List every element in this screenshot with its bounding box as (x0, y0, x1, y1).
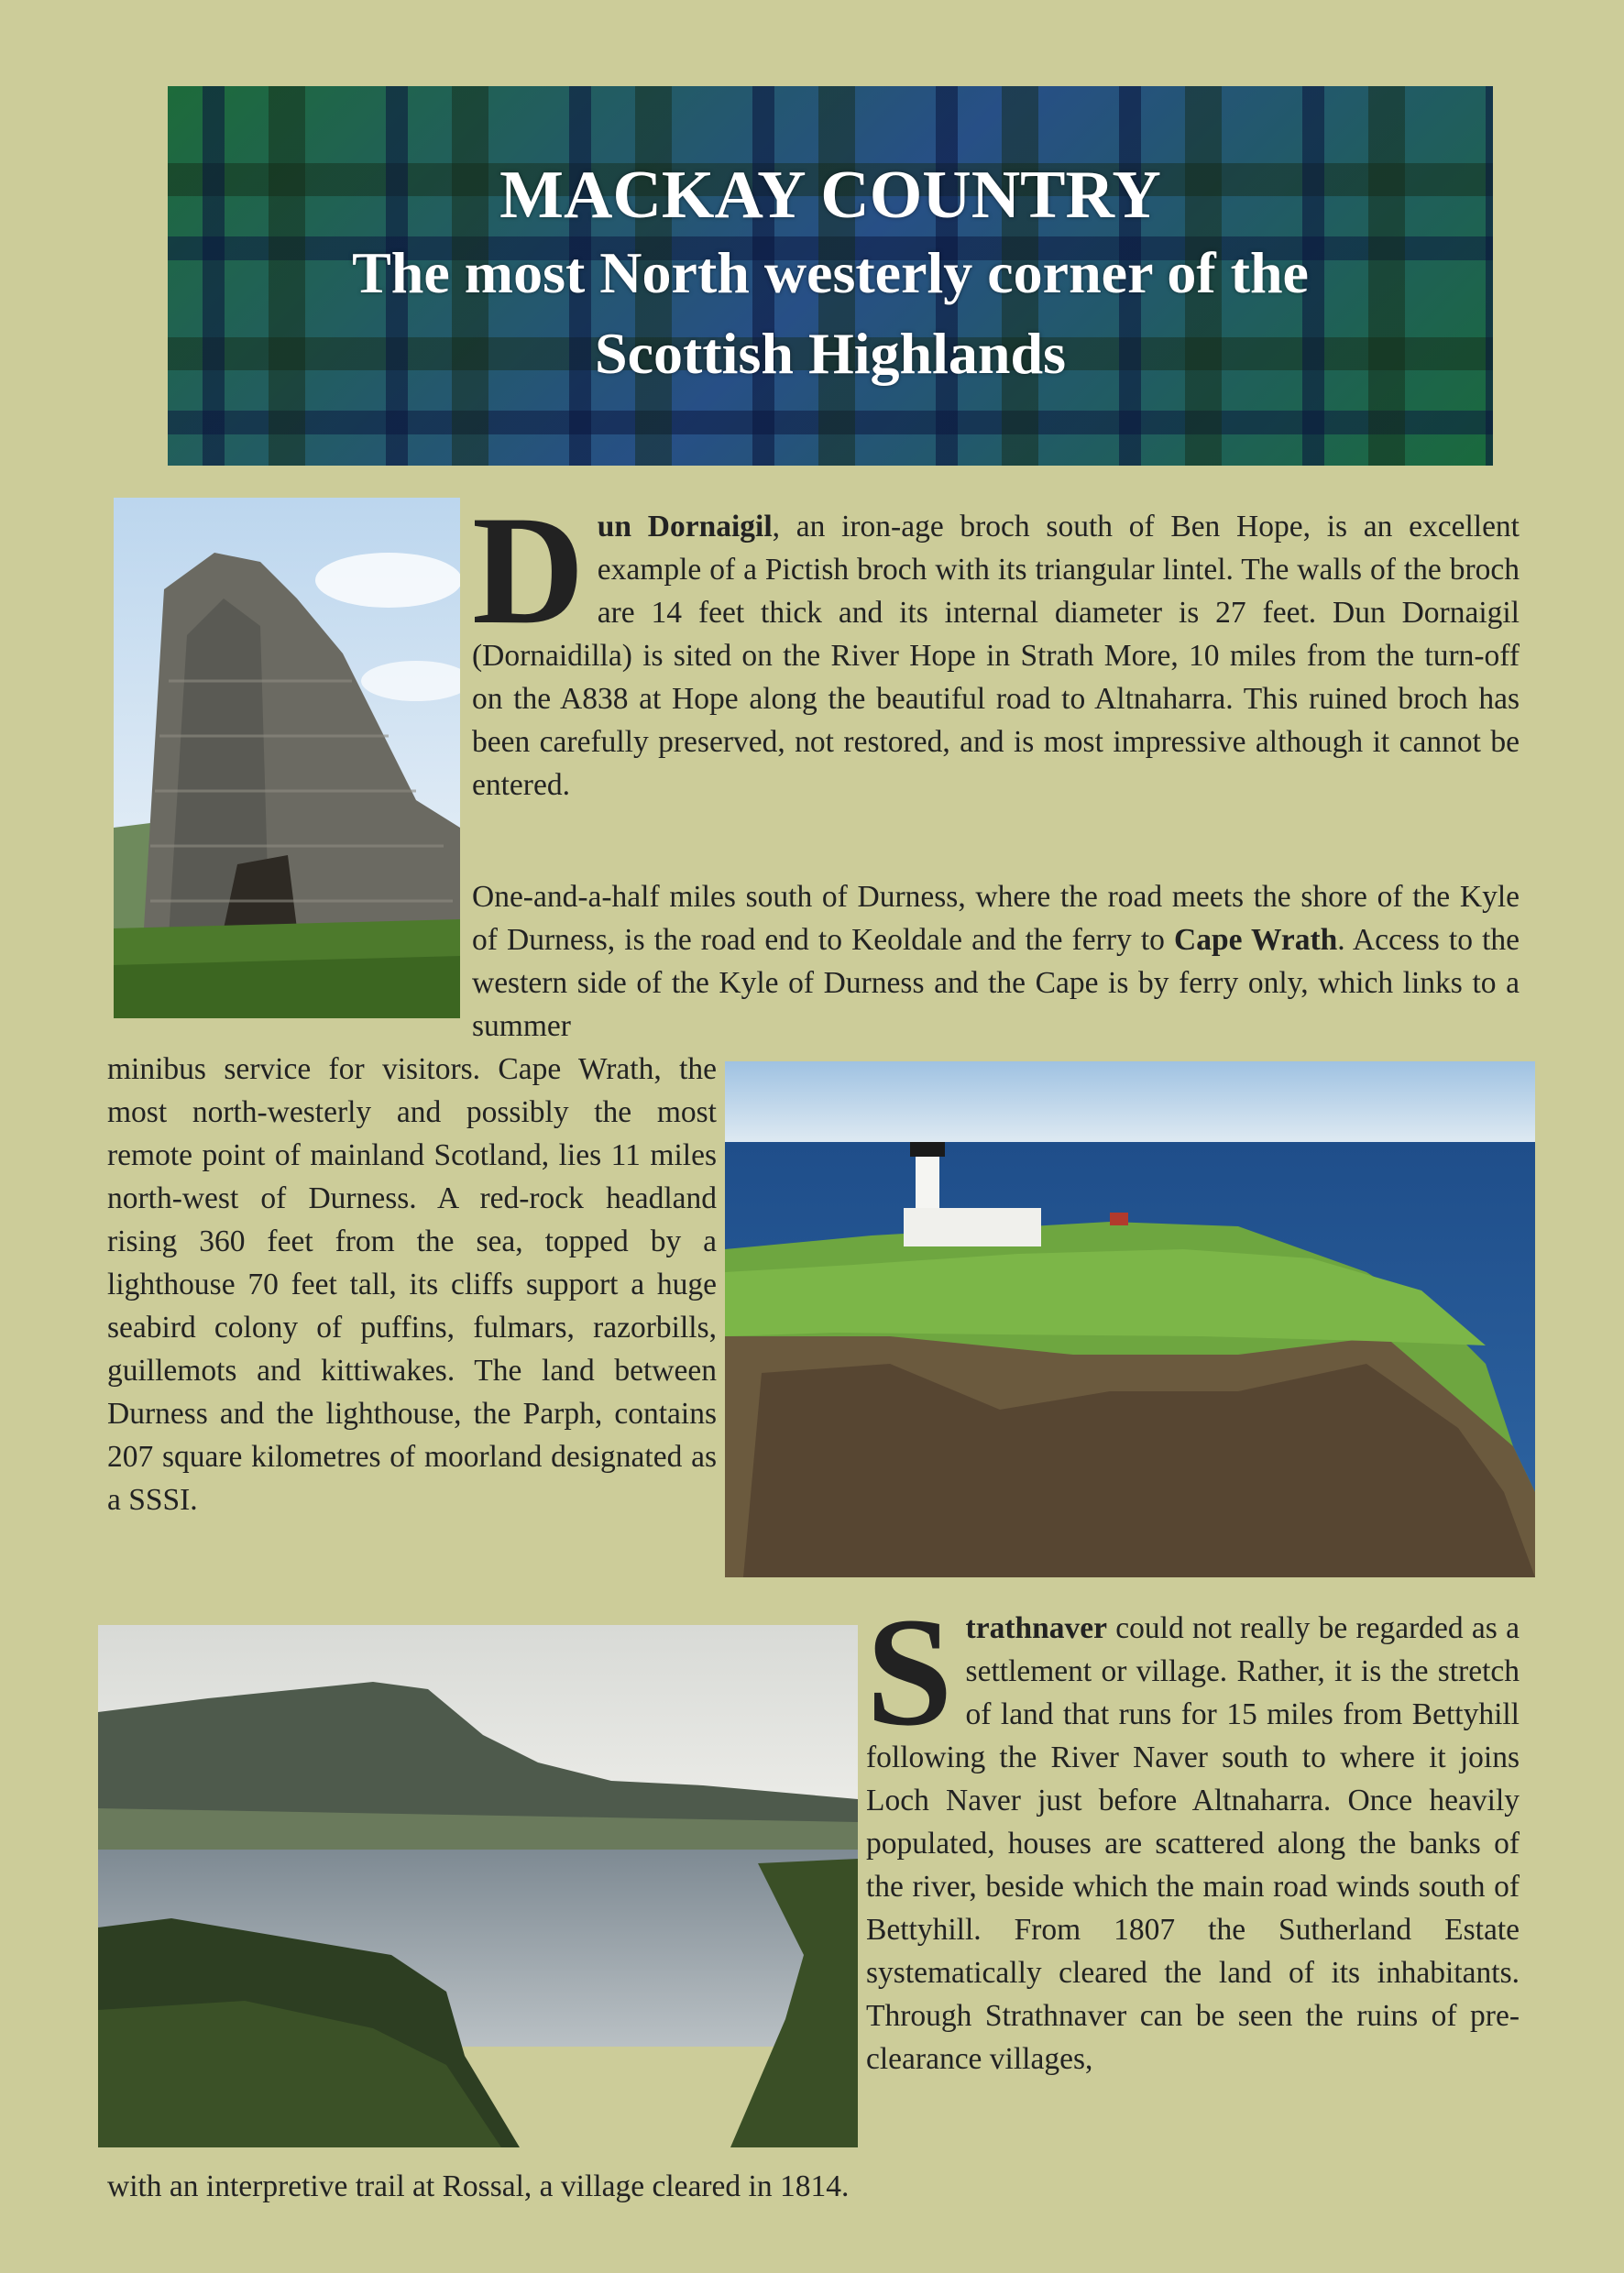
dropcap-d: D (472, 484, 585, 656)
lead-strathnaver: trathnaver (965, 1611, 1107, 1645)
lead-dun-dornaigil: un Dornaigil (597, 510, 773, 544)
banner-title: MACKAY COUNTRY (499, 158, 1161, 233)
section-cape-wrath-body (107, 1048, 717, 1521)
section3-body: could not really be regarded as a settlement or village. Rather, it is the stretch of land that runs for 15 miles from Bettyhill following the River Naver south to where it joins Loch Naver just before Altnaharra. Once heavily populated, houses are scattered along the banks of the river, beside which the main road winds south of Bettyhill. From 1807 the Sutherland Estate systematically cleared the land of its inhabitants. Through Strathnaver can be seen the ruins of pre-clearance villages, (866, 1611, 1520, 2076)
section2-text-2: . Access to the western side of the Kyle of Durness and the Cape is by ferry only, which links to a summer (472, 923, 1520, 1043)
loch-naver-photo (98, 1625, 858, 2147)
section2-text-1: One-and-a-half miles south of Durness, where the road meets the shore of the Kyle of Durness, is the road end to Keoldale and the ferry to (472, 880, 1520, 957)
banner-subtitle-2: Scottish Highlands (595, 321, 1066, 386)
section-strathnaver-last-line (107, 2165, 1520, 2208)
section-dun-dornaigil (472, 484, 1520, 807)
lighthouse-photo (725, 1061, 1535, 1577)
title-banner (168, 86, 1493, 466)
section3-last-line: with an interpretive trail at Rossal, a village cleared in 1814. (107, 2169, 850, 2203)
banner-subtitle: The most North westerly corner of the (352, 240, 1309, 305)
cape-wrath-bold: Cape Wrath (1174, 923, 1338, 957)
section2-text-3: minibus service for visitors. Cape Wrath, the most north-westerly and possibly the most remote point of mainland Scotland, lies 11 miles north-west of Durness. A red-rock headland rising 360 feet from the sea, topped by a lighthouse 70 feet tall, its cliffs support a huge seabird colony of puffins, fulmars, razorbills, guillemots and kittiwakes. The land between Durness and the lighthouse, the Parph, contains 207 square kilometres of moorland designated as a SSSI. (107, 1052, 717, 1517)
section-cape-wrath-intro (472, 875, 1520, 1048)
dropcap-s: S (866, 1586, 953, 1758)
section-strathnaver (866, 1586, 1520, 2081)
section1-body: , an iron-age broch south of Ben Hope, is an excellent example of a Pictish broch with its triangular lintel. The walls of the broch are 14 feet thick and its internal diameter is 27 feet. Dun Dornaigil (Dornaidilla) is sited on the River Hope in Strath More, 10 miles from the turn-off on the A838 at Hope along the beautiful road to Altnaharra. This ruined broch has been carefully preserved, not restored, and is most impressive although it cannot be entered. (472, 510, 1520, 802)
broch-photo (114, 498, 460, 1018)
